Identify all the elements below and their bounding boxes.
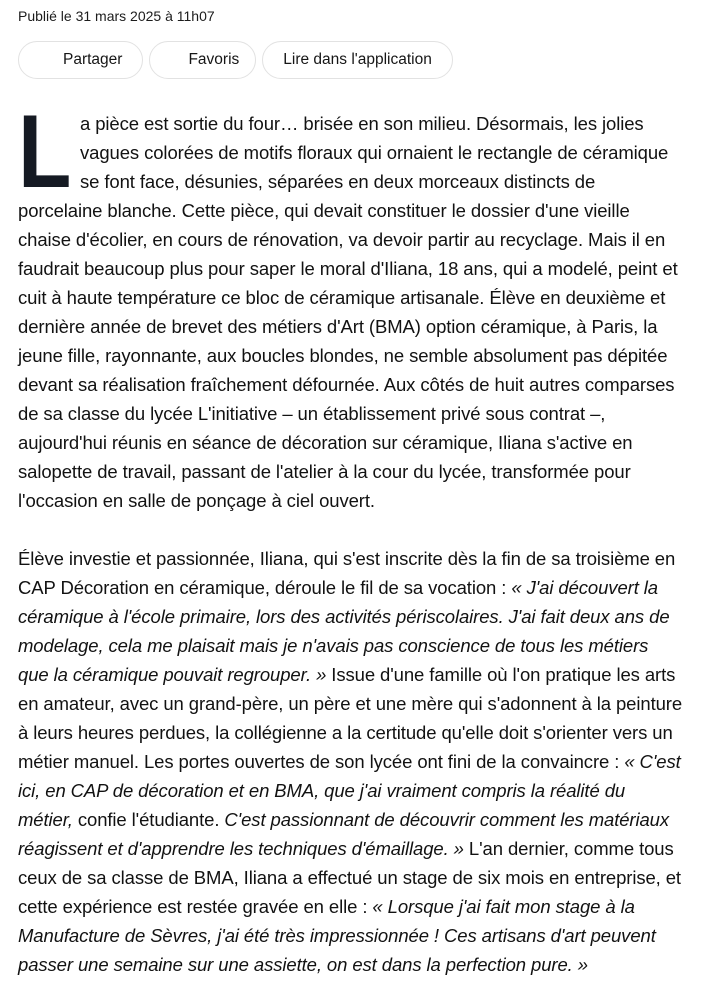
- read-in-app-button[interactable]: Lire dans l'application: [262, 41, 453, 79]
- text-segment: Issue d'une famille où l'on pratique les arts en amateur, avec un grand-père, un père et une mère qui s'adonnent à la peinture à leurs heures perdues, la collégienne a la certitude qu'elle doit s'orienter vers un métier manuel. Les portes ouvertes de son lycée ont fini de la convaincre :: [18, 664, 683, 772]
- quote-segment: C'est passionnant de découvrir comment les matériaux réagissent et d'apprendre les techniques d'émaillage. »: [18, 809, 670, 859]
- favorites-button[interactable]: Favoris: [149, 41, 256, 79]
- article-paragraph-1: [18, 94, 683, 515]
- article-actions-bar: [18, 41, 683, 79]
- text-segment: Élève investie et passionnée, Iliana, qui s'est inscrite dès la fin de sa troisième en CAP Décoration en céramique, déroule le fil de sa vocation :: [18, 548, 676, 598]
- text-segment: a pièce est sortie du four… brisée en son milieu. Désormais, les jolies vagues colorées de motifs floraux qui ornaient le rectangle de céramique se font face, désunies, séparées en deux morceaux distincts de porcelaine blanche. Cette pièce, qui devait constituer le dossier d'une vieille chaise d'écolier, en cours de rénovation, va devoir partir au recyclage. Mais il en faudrait beaucoup plus pour saper le moral d'Iliana, 18 ans, qui a modelé, peint et cuit à haute température ce bloc de céramique artisanale. Élève en deuxième et dernière année de brevet des métiers d'Art (BMA) option céramique, à Paris, la jeune fille, rayonnante, aux boucles blondes, ne semble absolument pas dépitée devant sa réalisation fraîchement défournée. Aux côtés de huit autres comparses de sa classe du lycée L'initiative – un établissement privé sous contrat –, aujourd'hui réunis en séance de décoration sur céramique, Iliana s'active en salopette de travail, passant de l'atelier à la cour du lycée, transformée pour l'occasion en salle de ponçage à ciel ouvert.: [18, 113, 678, 511]
- share-button[interactable]: Partager: [18, 41, 143, 79]
- article-paragraph-2: [18, 544, 683, 979]
- article-body: [18, 94, 683, 979]
- drop-cap: L: [18, 94, 72, 210]
- paragraph-1-text: [18, 113, 678, 511]
- text-segment: L'an dernier, comme tous ceux de sa classe de BMA, Iliana a effectué un stage de six mois en entreprise, et cette expérience est restée gravée en elle :: [18, 838, 681, 917]
- quote-segment: « C'est ici, en CAP de décoration et en BMA, que j'ai vraiment compris la réalité du métier,: [18, 751, 681, 830]
- quote-segment: « J'ai découvert la céramique à l'école primaire, lors des activités périscolaires. J'ai fait deux ans de modelage, cela me plaisait mais je n'avais pas conscience de tous les métiers que la céramique pouvait regrouper. »: [18, 577, 670, 685]
- quote-segment: « Lorsque j'ai fait mon stage à la Manufacture de Sèvres, j'ai été très impressionnée ! Ces artisans d'art peuvent passer une semaine sur une assiette, on est dans la perfection pure. »: [18, 896, 656, 975]
- publication-date: Publié le 31 mars 2025 à 11h07: [18, 8, 215, 24]
- text-segment: confie l'étudiante.: [77, 809, 225, 830]
